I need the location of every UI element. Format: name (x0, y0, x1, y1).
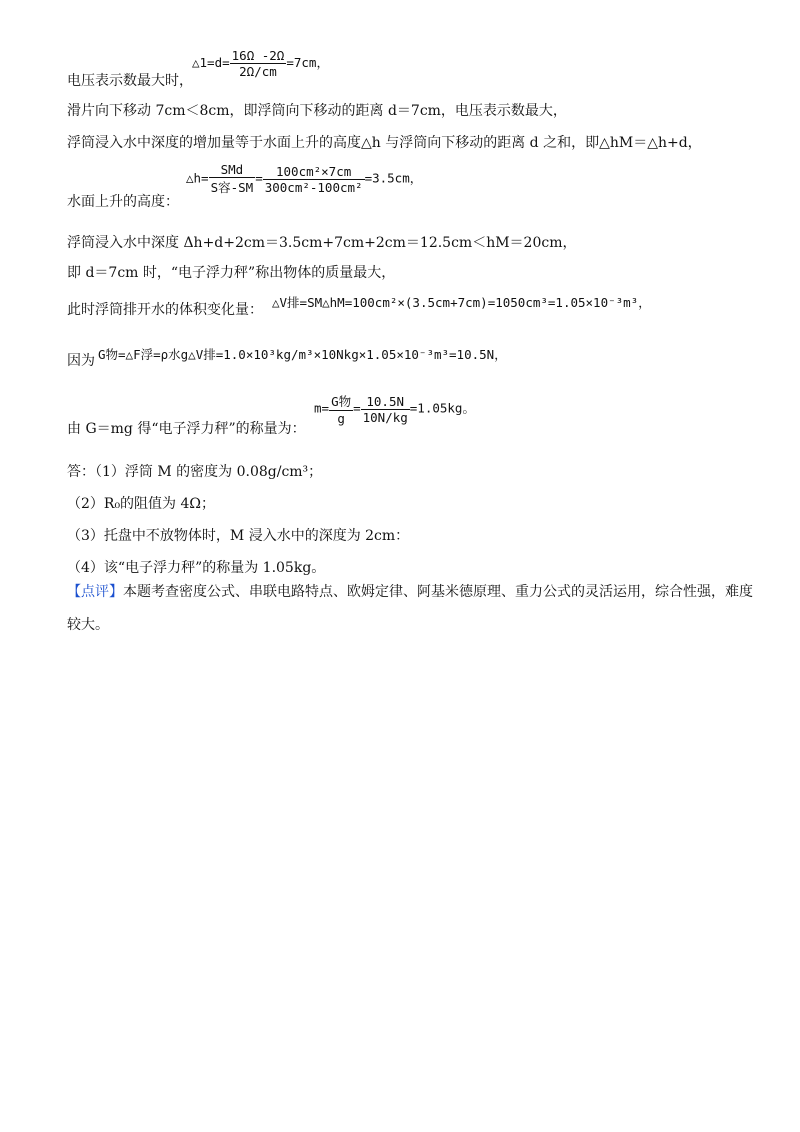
eq2-lhs: △h= (186, 170, 209, 186)
comment-tag: 【点评】 (67, 584, 123, 600)
eq2-f1-denominator: S容-SM (209, 177, 256, 196)
eq1-lhs: △1=d= (192, 55, 230, 70)
comment-paragraph (67, 576, 757, 642)
answer-3: （3）托盘中不放物体时，M 浸入水中的深度为 2cm： (67, 528, 410, 544)
eq1-rhs: =7cm (286, 55, 317, 70)
eq5-f2-denominator: 10N/kg (362, 409, 408, 425)
eq2-rhs: =3.5cm (364, 170, 410, 186)
answer-2: （2）R₀的阻值为 4Ω； (67, 496, 216, 512)
eq5-f2-numerator: 10.5N (366, 393, 405, 409)
equation-4 (98, 345, 507, 363)
eq5-lhs: m= (314, 400, 330, 416)
eq2-fraction-2 (263, 164, 365, 195)
eq1-fraction (230, 48, 287, 79)
eq2-f1-numerator: SMd (220, 162, 244, 177)
line-water-rise-label: 水面上升的高度： (67, 194, 179, 210)
line-max-mass: 即 d＝7cm 时，“电子浮力秤”称出物体的质量最大， (67, 265, 396, 281)
equation-5: m= $\frac{\text{G物}}{g}$ = $\frac{10.5N}{10N/kg}$ =1.05kg。 (314, 393, 475, 426)
eq3-tail: ， (638, 295, 651, 310)
eq2-fraction-1 (209, 162, 256, 196)
eq4-tail: ， (494, 347, 507, 362)
eq5-tail: 。 (462, 400, 475, 416)
line-voltage-max-label: 电压表示数最大时， (67, 73, 193, 89)
equation-3 (272, 293, 651, 311)
eq1-numerator: 16Ω -2Ω (231, 48, 285, 63)
answer-1: 答：（1）浮筒 M 的密度为 0.08g/cm³； (67, 464, 323, 480)
eq5-rhs: =1.05kg (409, 400, 463, 416)
comment-text: 本题考查密度公式、串联电路特点、欧姆定律、阿基米德原理、重力公式的灵活运用，综合性强，难度较大。 (67, 584, 753, 633)
answer-4: （4）该“电子浮力秤”的称量为 1.05kg。 (67, 560, 326, 576)
eq1-tail: ， (316, 55, 329, 70)
line-capacity-label: 由 G＝mg 得“电子浮力秤”的称量为： (67, 421, 306, 437)
eq5-f1-denominator: g (329, 410, 353, 426)
line-volume-change-label: 此时浮筒排开水的体积变化量： (67, 302, 263, 318)
eq2-tail: ， (409, 170, 423, 186)
line-immersion-depth: 浮筒浸入水中深度 Δh+d+2cm＝3.5cm+7cm+2cm＝12.5cm＜hM＝20cm， (67, 235, 577, 251)
equation-1 (192, 48, 329, 79)
eq2-f2-denominator: 300cm²-100cm² (264, 179, 363, 195)
equation-2: △h= $\frac{\text{SMd}}{\text{S容-SM}}$ = $\frac{\text{100cm²×7cm}}{\text{300cm²-100cm²}}$ =3.5cm， (186, 162, 423, 195)
eq5-f1-numerator: G物 (331, 394, 352, 409)
eq4-body: G物=△F浮=ρ水g△V排=1.0×10³kg/m³×10Nkg×1.05×10⁻³m³=10.5N (98, 347, 495, 362)
line-because-label: 因为 (67, 353, 95, 369)
line-depth-increase: 浮筒浸入水中深度的增加量等于水面上升的高度△h 与浮筒向下移动的距离 d 之和，即△hM＝△h+d， (67, 135, 702, 151)
eq3-body: △V排=SM△hM=100cm²×(3.5cm+7cm)=1050cm³=1.05×10⁻³m³ (272, 295, 639, 310)
eq5-fraction-1 (329, 392, 353, 426)
line-slider-move: 滑片向下移动 7cm＜8cm，即浮筒向下移动的距离 d＝7cm，电压表示数最大， (67, 103, 567, 119)
eq5-fraction-2 (361, 394, 410, 425)
eq2-f2-numerator: 100cm²×7cm (276, 163, 352, 179)
eq1-denominator: 2Ω/cm (230, 63, 287, 79)
